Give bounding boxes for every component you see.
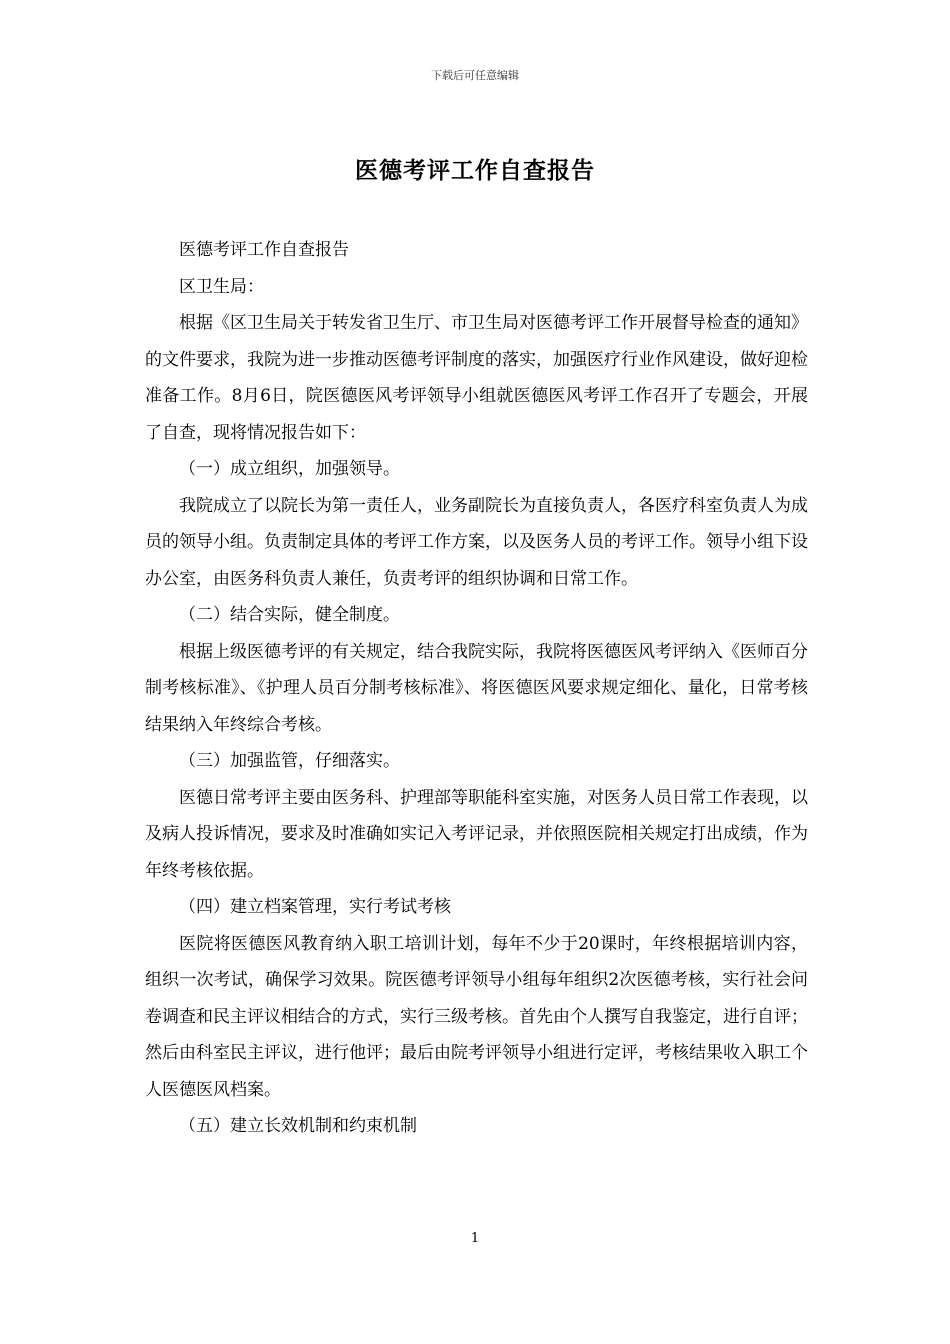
paragraph-subtitle: 医德考评工作自查报告	[179, 240, 349, 260]
section-heading-3: （三）加强监管，仔细落实。	[179, 751, 400, 771]
paragraph-section-3: 医德日常考评主要由医务科、护理部等职能科室实施，对医务人员日常工作表现，以及病人投诉情况，要求及时准确如实记入考评记录，并依照医院相关规定打出成绩，作为年终考核依据。	[145, 787, 808, 881]
paragraph-section-4: 医院将医德医风教育纳入职工培训计划，每年不少于20课时，年终根据培训内容，组织一次考试，确保学习效果。院医德考评领导小组每年组织2次医德考核，实行社会问卷调查和民主评议相结合的方式，实行三级考核。首先由个人撰写自我鉴定，进行自评；然后由科室民主评议，进行他评；最后由院考评领导小组进行定评，考核结果收入职工个人医德医风档案。	[145, 933, 808, 1100]
section-heading-2: （二）结合实际，健全制度。	[179, 605, 400, 625]
page-number: 1	[470, 1231, 480, 1246]
section-heading-5: （五）建立长效机制和约束机制	[179, 1116, 417, 1136]
paragraph-salutation: 区卫生局：	[179, 276, 264, 297]
header-note: 下载后可任意编辑	[431, 69, 519, 82]
paragraph-section-2: 根据上级医德考评的有关规定，结合我院实际，我院将医德医风考评纳入《医师百分制考核标准》、《护理人员百分制考核标准》、将医德医风要求规定细化、量化，日常考核结果纳入年终综合考核。	[145, 641, 808, 735]
section-heading-1: （一）成立组织，加强领导。	[179, 459, 400, 479]
paragraph-section-1: 我院成立了以院长为第一责任人，业务副院长为直接负责人，各医疗科室负责人为成员的领导小组。负责制定具体的考评工作方案，以及医务人员的考评工作。领导小组下设办公室，由医务科负责人兼任，负责考评的组织协调和日常工作。	[145, 495, 808, 589]
paragraph-intro: 根据《区卫生局关于转发省卫生厅、市卫生局对医德考评工作开展督导检查的通知》的文件要求，我院为进一步推动医德考评制度的落实，加强医疗行业作风建设，做好迎检准备工作。8月6日，院医德医风考评领导小组就医德医风考评工作召开了专题会，开展了自查，现将情况报告如下：	[145, 313, 808, 443]
document-body	[145, 232, 808, 1145]
section-heading-4: （四）建立档案管理，实行考试考核	[179, 897, 451, 917]
document-title: 医德考评工作自查报告	[355, 157, 595, 184]
